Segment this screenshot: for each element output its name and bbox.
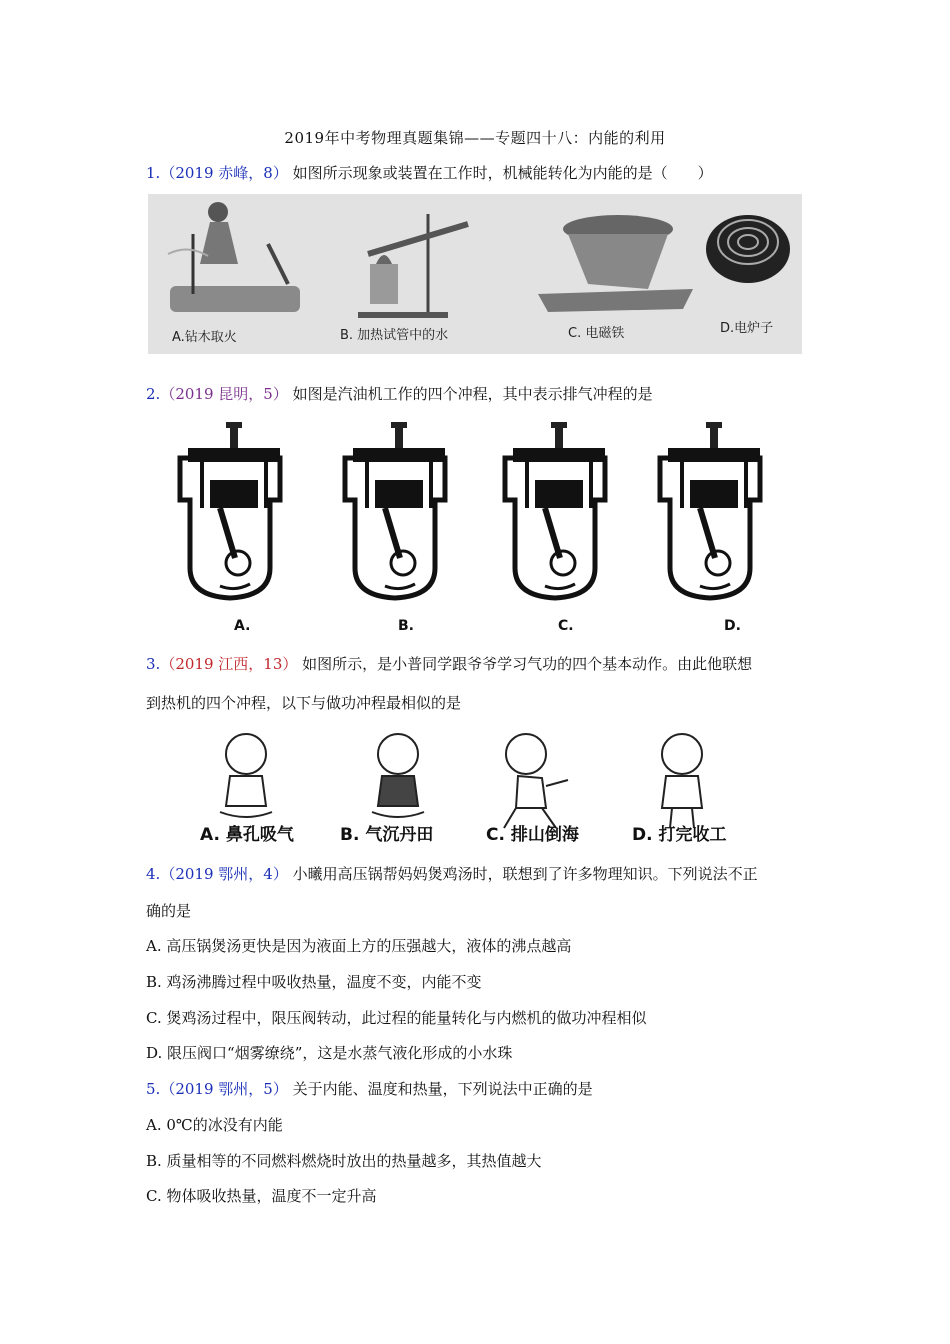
child-figure-a (220, 734, 272, 817)
engine-stroke-b (345, 422, 445, 598)
question-text: 小曦用高压锅帮妈妈煲鸡汤时，联想到了许多物理知识。下列说法不正 (292, 865, 758, 883)
figure-label: A. 鼻孔吸气 (200, 825, 294, 845)
figure-label: C. 电磁铁 (568, 326, 625, 341)
figure-label: B. (398, 618, 414, 634)
question-source: 2019 鄂州，5 (175, 1080, 273, 1098)
question-4: 4.（2019 鄂州，4） 小曦用高压锅帮妈妈煲鸡汤时，联想到了许多物理知识。下列说法不正 (146, 865, 758, 883)
figure-label: C. (558, 618, 574, 634)
child-figure-d (662, 734, 702, 828)
page-title: 2019年中考物理真题集锦——专题四十八：内能的利用 (284, 129, 666, 147)
question-source: 2019 赤峰，8 (175, 164, 273, 182)
figure-q3-qigong (196, 728, 766, 848)
question-number: 2. (146, 385, 161, 403)
question-text: 如图所示现象或装置在工作时，机械能转化为内能的是（ ） (292, 164, 713, 182)
question-1: 1.（2019 赤峰，8） 如图所示现象或装置在工作时，机械能转化为内能的是（ ） (146, 164, 713, 182)
question-source: 2019 鄂州，4 (175, 865, 273, 883)
option-a: A. 0℃的冰没有内能 (146, 1116, 283, 1134)
question-text: 如图是汽油机工作的四个冲程，其中表示排气冲程的是 (292, 385, 653, 403)
option-b: B. 质量相等的不同燃料燃烧时放出的热量越多，其热值越大 (146, 1152, 542, 1170)
question-4-continued (146, 901, 806, 921)
question-text: 如图所示，是小普同学跟爷爷学习气功的四个基本动作。由此他联想 (302, 655, 753, 673)
question-source: 2019 昆明，5 (175, 385, 273, 403)
question-text: 到热机的四个冲程，以下与做功冲程最相似的是 (146, 694, 462, 712)
figure-label: C. 排山倒海 (486, 825, 579, 845)
child-figure-b (372, 734, 424, 817)
figure-label: D. (724, 618, 741, 634)
option-b: B. 鸡汤沸腾过程中吸收热量，温度不变，内能不变 (146, 973, 482, 991)
question-5: 5.（2019 鄂州，5） 关于内能、温度和热量，下列说法中正确的是 (146, 1080, 593, 1098)
question-number: 5. (146, 1080, 161, 1098)
question-number: 1. (146, 164, 161, 182)
engine-stroke-c (505, 422, 605, 598)
figure-label: B. 加热试管中的水 (340, 328, 449, 343)
figure-q1 (148, 194, 802, 354)
figure-label: D. 打完收工 (632, 825, 727, 845)
option-c: C. 煲鸡汤过程中，限压阀转动，此过程的能量转化与内燃机的做功冲程相似 (146, 1009, 647, 1027)
figure-label: A. (234, 618, 251, 634)
question-2: 2.（2019 昆明，5） 如图是汽油机工作的四个冲程，其中表示排气冲程的是 (146, 385, 653, 403)
option-c: C. 物体吸收热量，温度不一定升高 (146, 1187, 377, 1205)
question-text: 关于内能、温度和热量，下列说法中正确的是 (292, 1080, 593, 1098)
figure-label: A.钻木取火 (172, 330, 237, 345)
electric-stove-figure (706, 215, 790, 283)
figure-label: D.电炉子 (720, 321, 774, 336)
engine-stroke-a (180, 422, 280, 598)
option-a: A. 高压锅煲汤更快是因为液面上方的压强越大，液体的沸点越高 (146, 937, 572, 955)
question-3: 3.（2019 江西，13） 如图所示，是小普同学跟爷爷学习气功的四个基本动作。由此他联想 (146, 655, 753, 673)
figure-label: B. 气沉丹田 (340, 825, 434, 845)
option-d: D. 限压阀口“烟雾缭绕”，这是水蒸气液化形成的小水珠 (146, 1044, 513, 1062)
figure-q2-engine-strokes (170, 418, 770, 640)
child-figure-c (504, 734, 568, 828)
question-3-continued (146, 693, 806, 713)
question-source: 2019 江西，13 (175, 655, 283, 673)
engine-stroke-d (660, 422, 760, 598)
question-text: 确的是 (146, 902, 192, 920)
question-number: 4. (146, 865, 161, 883)
question-number: 3. (146, 655, 161, 673)
